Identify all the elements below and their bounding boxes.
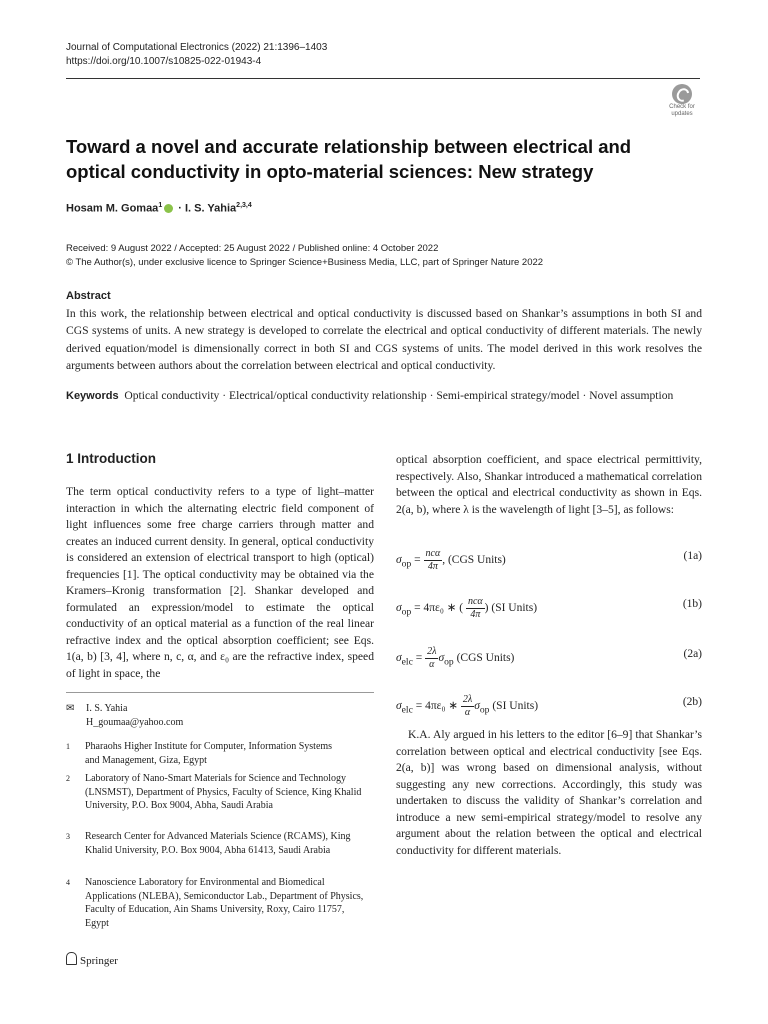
eq-units: (CGS Units) xyxy=(453,652,515,665)
eq-denominator: α xyxy=(464,707,471,718)
eq-fraction xyxy=(461,694,474,719)
copyright-line: © The Author(s), under exclusive licence to Springer Science+Business Media, LLC, part of Springer Nature 2022 xyxy=(66,257,544,268)
affil-number: 3 xyxy=(66,832,70,841)
equation-1a xyxy=(396,540,702,574)
journal-citation: Journal of Computational Electronics (2022) 21:1396–1403 xyxy=(66,42,328,53)
eq-symbol: σ xyxy=(396,700,402,713)
affiliation-3 xyxy=(66,830,366,857)
eq-symbol: σ xyxy=(396,554,402,567)
equation-1b xyxy=(396,588,702,622)
eq-subscript: op xyxy=(479,704,490,716)
springer-logo-icon xyxy=(66,952,77,965)
keywords-text: Optical conductivity · Electrical/optical conductivity relationship · Semi-empirical strategy/model · Novel assumption xyxy=(124,389,674,402)
eq-number: (1a) xyxy=(683,550,702,562)
envelope-icon: ✉ xyxy=(66,703,75,714)
discussion-paragraph: K.A. Aly argued in his letters to the editor [6–9] that Shankar’s correlation between optical and electrical conductivity [see Eqs. 2(a, b)] was wrong based on dimensional analysis, without suggesting any new corrections. Accordingly, this study was undertaken to discuss the validity of Shankar’s correlation and introduce a new semi-empirical strategy/model to resolve any argument about the relation between the optical and electrical conductivity for different materials. xyxy=(396,728,702,857)
eq-symbol: σ xyxy=(396,652,402,665)
eq-denominator: 4π xyxy=(427,561,438,572)
doi-link[interactable]: https://doi.org/10.1007/s10825-022-01943-4 xyxy=(66,56,262,67)
eq-symbol: σ xyxy=(474,700,480,713)
eq-units: (SI Units) xyxy=(489,700,539,713)
publication-dates xyxy=(66,242,543,270)
author-1-affil: 1 xyxy=(158,202,163,209)
dates-line: Received: 9 August 2022 / Accepted: 25 August 2022 / Published online: 4 October 2022 xyxy=(66,243,439,254)
eq-numerator: ncα xyxy=(425,548,441,559)
eq-units: , (CGS Units) xyxy=(442,554,506,567)
eq-symbol: σ xyxy=(396,602,402,615)
author-2[interactable]: I. S. Yahia xyxy=(185,202,237,215)
affil-text: Nanoscience Laboratory for Environmental and Biomedical Applications (NLEBA), Semiconductor Lab., Department of Physics, Faculty of Education, Ain Shams University, Roxy, Cairo 11757, Egypt xyxy=(85,877,364,929)
equation-2b xyxy=(396,686,702,720)
affil-text: Laboratory of Nano-Smart Materials for Science and Technology (LNSMST), Department of Physics, Faculty of Science, King Khalid University, P.O. Box 9004, Abha, Saudi Arabia xyxy=(85,773,362,811)
author-list xyxy=(66,202,252,215)
orcid-icon[interactable] xyxy=(164,204,173,213)
author-1[interactable]: Hosam M. Gomaa xyxy=(66,202,159,215)
corr-name: I. S. Yahia xyxy=(86,703,128,714)
eq-subscript: elc xyxy=(401,656,413,668)
eq-units: ) (SI Units) xyxy=(484,602,538,615)
paper-title: Toward a novel and accurate relationship between electrical and optical conductivity in opto-material sciences: New strategy xyxy=(66,136,632,182)
eq-number: (2a) xyxy=(683,648,702,660)
author-separator: · xyxy=(175,202,185,215)
eq-operator: = xyxy=(412,652,426,665)
check-updates-icon xyxy=(672,84,692,104)
affil-text: Research Center for Advanced Materials Science (RCAMS), King Khalid University, P.O. Box 9004, Abha 61413, Saudi Arabia xyxy=(85,831,351,856)
badge-text-2: updates xyxy=(671,111,693,117)
eq-numerator: 2λ xyxy=(427,646,437,657)
abstract-heading: Abstract xyxy=(66,290,111,302)
section-heading: 1 Introduction xyxy=(66,451,156,466)
check-for-updates-badge[interactable] xyxy=(664,84,700,122)
affil-text: Pharaohs Higher Institute for Computer, Information Systems and Management, Giza, Egypt xyxy=(85,741,333,766)
affil-number: 4 xyxy=(66,878,70,887)
eq-operator: = 4πε₀ ∗ xyxy=(412,700,461,713)
eq-denominator: 4π xyxy=(470,609,481,620)
eq-numerator: 2λ xyxy=(462,694,473,705)
affil-number: 2 xyxy=(66,774,70,783)
eq-fraction xyxy=(425,646,438,671)
affil-number: 1 xyxy=(66,742,70,751)
eq-subscript: op xyxy=(444,656,454,668)
eq-number: (2b) xyxy=(682,696,702,708)
eq-numerator: ncα xyxy=(467,596,483,607)
badge-text-1: Check for xyxy=(669,104,695,110)
eq-symbol: σ xyxy=(438,652,445,665)
eq-subscript: elc xyxy=(401,704,413,716)
corresponding-author xyxy=(66,702,374,729)
intro-paragraph: The term optical conductivity refers to a type of light–matter interaction in which the alternating electric field component of light influences some free charge carriers through matter and creates an induced current density. In general, optical conductivity is considered an extension of electrical transport to high (optical) frequencies [1]. The optical conductivity may be obtained via the Kramers–Kronig transformation [2]. Shankar developed and formulated an expression/model to estimate the optical conductivity of an optical material as a function of the real linear refractive index and the optical absorption coefficient; see Eqs. 1(a, b) [3, 4], where n, c, α, and ε₀ are the refractive index, speed of light in space, the xyxy=(66,485,374,680)
footnote-divider xyxy=(66,692,374,693)
header-divider xyxy=(66,78,700,79)
affiliation-2 xyxy=(66,772,366,813)
journal-header xyxy=(66,41,327,69)
author-2-affil: 2,3,4 xyxy=(236,202,252,209)
equation-2a xyxy=(396,638,702,672)
affiliation-1 xyxy=(66,740,346,767)
eq-operator: = 4πε₀ ∗ ( xyxy=(411,602,464,615)
corr-email[interactable]: H_goumaa@yahoo.com xyxy=(86,716,184,728)
eq-subscript: op xyxy=(401,558,412,570)
eq-number: (1b) xyxy=(682,598,702,610)
eq-fraction xyxy=(466,596,485,621)
publisher-footer xyxy=(66,952,118,967)
eq-operator: = xyxy=(411,554,424,567)
abstract-body: In this work, the relationship between electrical and optical conductivity is discussed based on Shankar’s assumptions in both SI and CGS systems of units. A new strategy is developed to correlate the electrical and optical conductivity of different materials. The newly derived equation/model is dimensionally correct in both SI and CGS systems of units. The model derived in this work resolves the arguments between authors about the correlation between electrical and optical conductivity. xyxy=(66,307,702,372)
intro-paragraph-continued: optical absorption coefficient, and space electrical permittivity, respectively. Also, Shankar introduced a mathematical correlation between the optical and electrical conductivity as shown in Eqs. 2(a, b), where λ is the wavelength of light [3–5], as follows: xyxy=(396,453,702,516)
eq-denominator: α xyxy=(429,659,435,670)
affiliation-4 xyxy=(66,876,366,930)
eq-fraction xyxy=(424,548,443,573)
eq-subscript: op xyxy=(401,606,412,618)
keywords xyxy=(66,388,702,404)
keywords-label: Keywords xyxy=(66,390,119,402)
publisher-name: Springer xyxy=(80,955,118,967)
